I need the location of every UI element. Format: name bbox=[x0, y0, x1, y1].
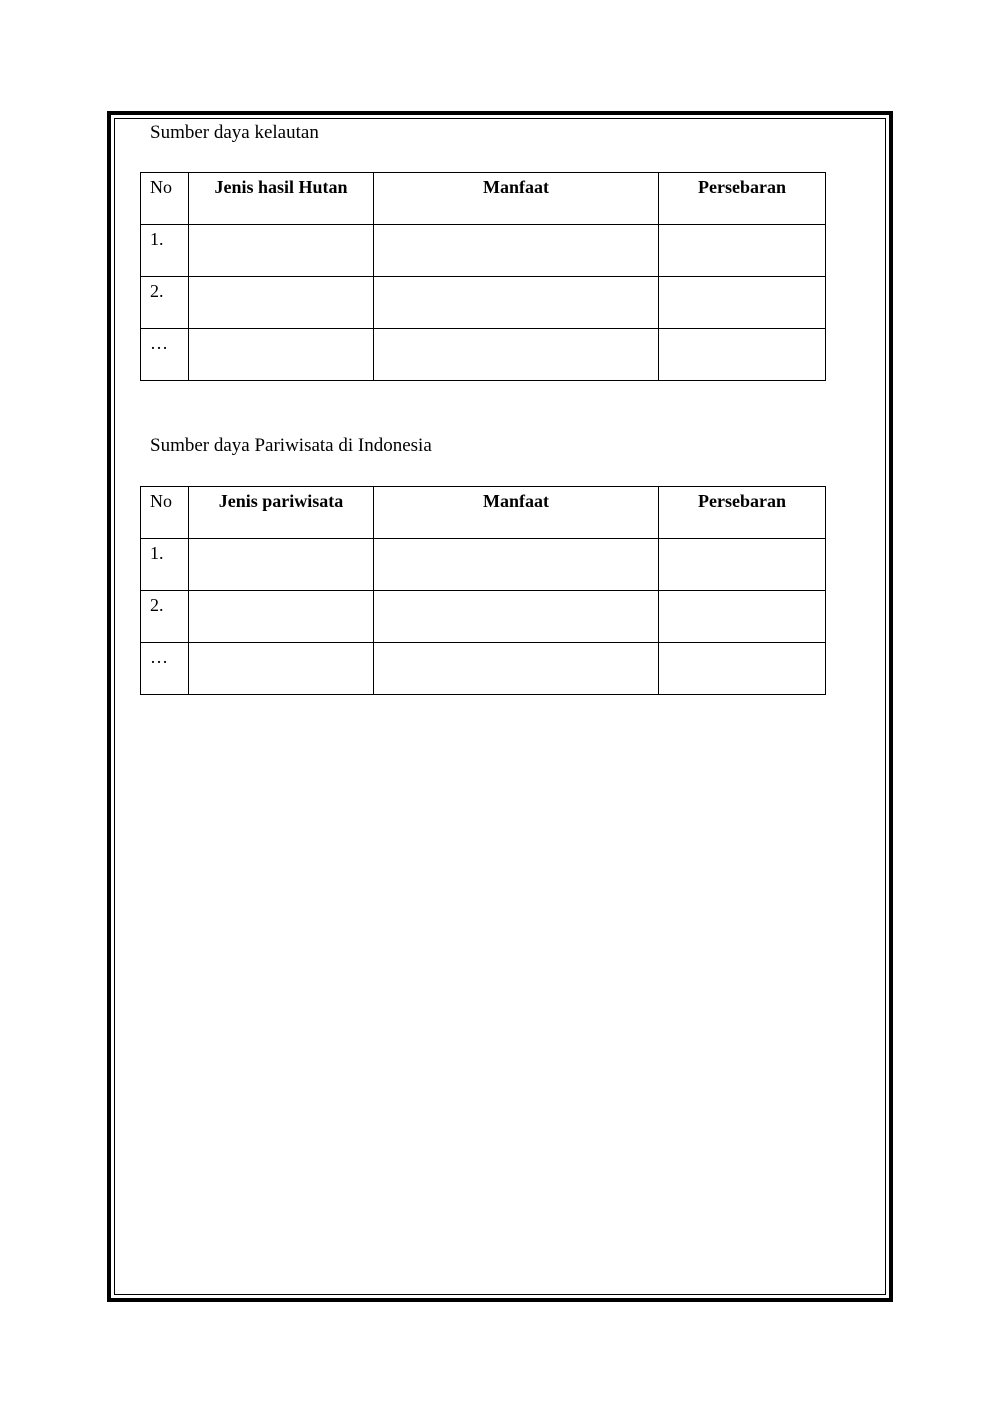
table-row bbox=[141, 277, 826, 329]
cell-persebaran[interactable] bbox=[659, 225, 826, 277]
header-persebaran: Persebaran bbox=[659, 487, 826, 539]
table-row bbox=[141, 591, 826, 643]
cell-jenis[interactable] bbox=[189, 277, 374, 329]
table-row bbox=[141, 539, 826, 591]
cell-manfaat[interactable] bbox=[374, 539, 659, 591]
table-header-row bbox=[141, 487, 826, 539]
cell-manfaat[interactable] bbox=[374, 225, 659, 277]
section-title-pariwisata: Sumber daya Pariwisata di Indonesia bbox=[150, 435, 432, 456]
header-jenis: Jenis hasil Hutan bbox=[189, 173, 374, 225]
cell-persebaran[interactable] bbox=[659, 591, 826, 643]
table-row bbox=[141, 329, 826, 381]
row-number: … bbox=[141, 329, 189, 381]
cell-persebaran[interactable] bbox=[659, 329, 826, 381]
cell-manfaat[interactable] bbox=[374, 643, 659, 695]
cell-jenis[interactable] bbox=[189, 329, 374, 381]
table-row bbox=[141, 643, 826, 695]
row-number: 2. bbox=[141, 591, 189, 643]
cell-jenis[interactable] bbox=[189, 643, 374, 695]
table-header-row bbox=[141, 173, 826, 225]
cell-persebaran[interactable] bbox=[659, 643, 826, 695]
header-no: No bbox=[141, 487, 189, 539]
header-persebaran: Persebaran bbox=[659, 173, 826, 225]
row-number: 1. bbox=[141, 539, 189, 591]
table-kelautan bbox=[140, 172, 826, 381]
header-manfaat: Manfaat bbox=[374, 173, 659, 225]
cell-jenis[interactable] bbox=[189, 225, 374, 277]
cell-jenis[interactable] bbox=[189, 539, 374, 591]
cell-manfaat[interactable] bbox=[374, 329, 659, 381]
cell-persebaran[interactable] bbox=[659, 539, 826, 591]
header-manfaat: Manfaat bbox=[374, 487, 659, 539]
cell-manfaat[interactable] bbox=[374, 591, 659, 643]
cell-jenis[interactable] bbox=[189, 591, 374, 643]
row-number: … bbox=[141, 643, 189, 695]
cell-manfaat[interactable] bbox=[374, 277, 659, 329]
row-number: 1. bbox=[141, 225, 189, 277]
section-title-kelautan: Sumber daya kelautan bbox=[150, 122, 319, 143]
table-row bbox=[141, 225, 826, 277]
header-jenis: Jenis pariwisata bbox=[189, 487, 374, 539]
table-pariwisata bbox=[140, 486, 826, 695]
row-number: 2. bbox=[141, 277, 189, 329]
header-no: No bbox=[141, 173, 189, 225]
cell-persebaran[interactable] bbox=[659, 277, 826, 329]
